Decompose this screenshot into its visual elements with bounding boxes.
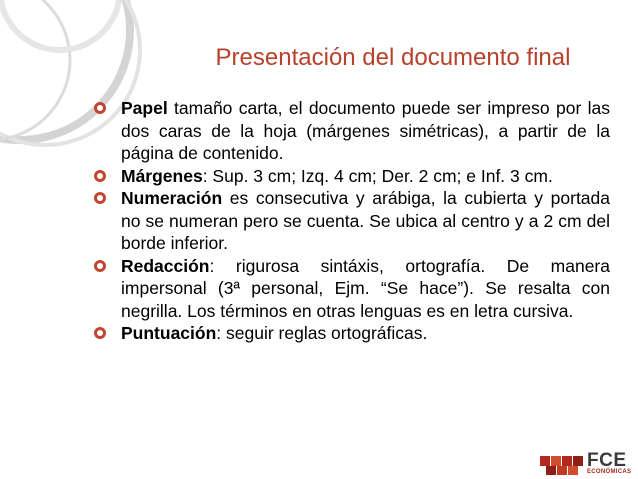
bullet-list — [94, 97, 610, 345]
bullet-text: : rigurosa sintáxis, ortografía. De manera impersonal (3ª personal, Ejm. “Se hace”). Se resalta con negrilla. Los términos en otras lenguas es en letra cursiva. — [121, 255, 610, 321]
bullet-text: es consecutiva y arábiga, la cubierta y portada no se numeran pero se cuenta. Se ubica al centro y a 2 cm del borde inferior. — [121, 188, 610, 253]
bullet-icon — [94, 327, 106, 339]
bullet-text: : seguir reglas ortográficas. — [216, 323, 428, 343]
bullet-term: Redacción — [121, 255, 210, 276]
list-item — [94, 187, 610, 255]
bullet-term: Numeración — [121, 188, 223, 208]
list-item — [94, 97, 610, 165]
bullet-icon — [94, 102, 106, 114]
bullet-text: tamaño carta, el documento puede ser impreso por las dos caras de la hoja (márgenes simétricas), a partir de la página de contenido. — [121, 98, 610, 163]
bullet-term: Puntuación — [121, 323, 217, 343]
list-item — [94, 165, 610, 188]
bullet-icon — [94, 170, 106, 182]
logo-subtitle: ECONÓMICAS — [587, 469, 632, 475]
list-item — [94, 255, 610, 323]
logo-name: FCE — [587, 450, 627, 471]
logo-mark-icon — [540, 452, 584, 476]
bullet-text: : Sup. 3 cm; Izq. 4 cm; Der. 2 cm; e Inf. 3 cm. — [202, 165, 553, 186]
fce-logo — [540, 452, 630, 478]
bullet-icon — [94, 192, 106, 204]
bullet-term: Márgenes — [121, 165, 203, 186]
slide-title: Presentación del documento final — [215, 44, 571, 71]
list-item — [94, 322, 610, 345]
bullet-icon — [94, 260, 106, 272]
bullet-term: Papel — [121, 98, 168, 118]
